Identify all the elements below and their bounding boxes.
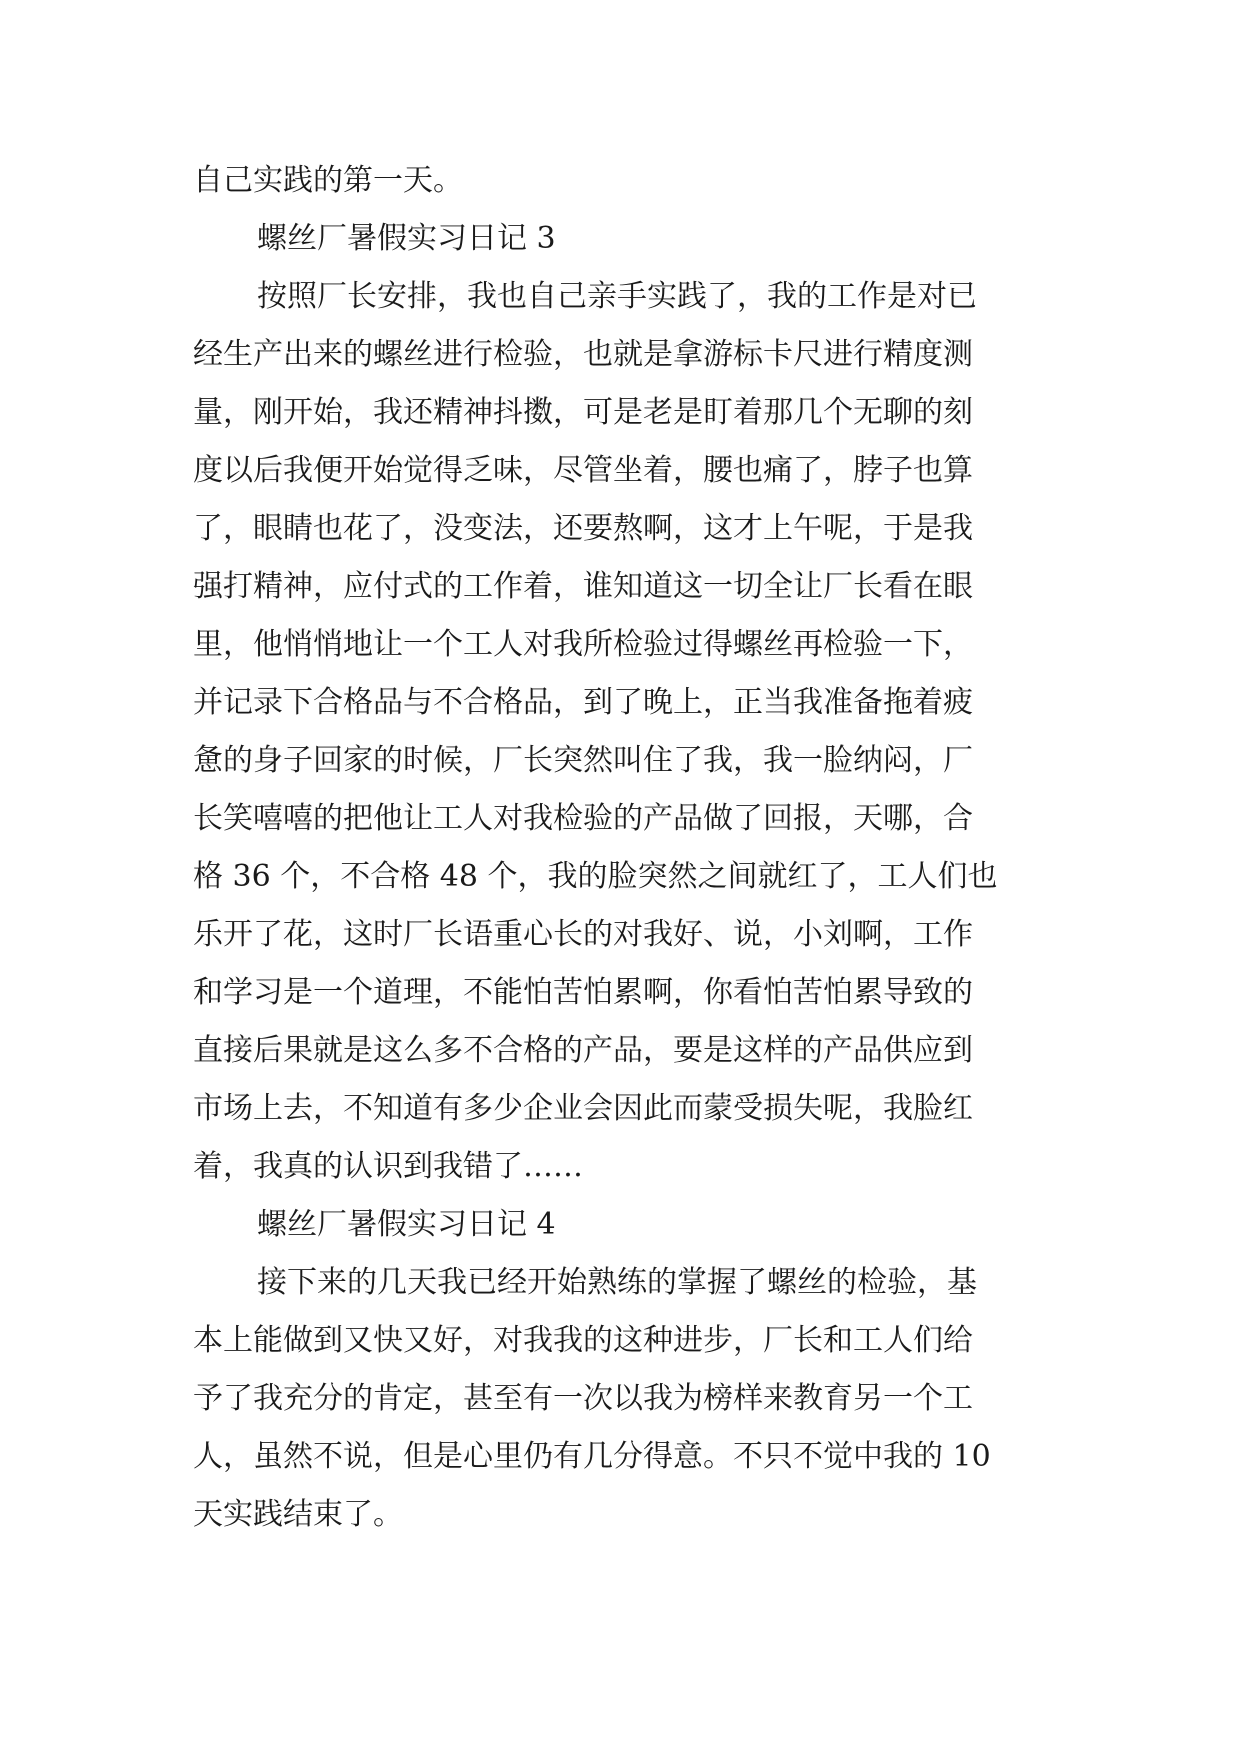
paragraph-line: 着，我真的认识到我错了…… bbox=[193, 1149, 583, 1184]
paragraph-line: 天实践结束了。 bbox=[193, 1497, 403, 1532]
paragraph-line: 里，他悄悄地让一个工人对我所检验过得螺丝再检验一下， bbox=[193, 627, 973, 662]
paragraph-line: 乐开了花，这时厂长语重心长的对我好、说，小刘啊，工作 bbox=[193, 917, 973, 952]
document-body bbox=[193, 152, 1057, 1544]
paragraph-line: 长笑嘻嘻的把他让工人对我检验的产品做了回报，天哪，合 bbox=[193, 801, 973, 836]
paragraph-line: 予了我充分的肯定，甚至有一次以我为榜样来教育另一个工 bbox=[193, 1381, 973, 1416]
paragraph-line: 接下来的几天我已经开始熟练的掌握了螺丝的检验，基 bbox=[257, 1265, 977, 1300]
paragraph-line: 人，虽然不说，但是心里仍有几分得意。不只不觉中我的 10 bbox=[193, 1439, 991, 1474]
paragraph-line: 格 36 个，不合格 48 个，我的脸突然之间就红了，工人们也 bbox=[193, 859, 998, 894]
paragraph-line: 经生产出来的螺丝进行检验，也就是拿游标卡尺进行精度测 bbox=[193, 337, 973, 372]
paragraph-line: 并记录下合格品与不合格品，到了晚上，正当我准备拖着疲 bbox=[193, 685, 973, 720]
paragraph-line: 本上能做到又快又好，对我我的这种进步，厂长和工人们给 bbox=[193, 1323, 973, 1358]
paragraph-line: 市场上去，不知道有多少企业会因此而蒙受损失呢，我脸红 bbox=[193, 1091, 973, 1126]
paragraph-line: 按照厂长安排，我也自己亲手实践了，我的工作是对已 bbox=[257, 279, 977, 314]
paragraph-line: 直接后果就是这么多不合格的产品，要是这样的产品供应到 bbox=[193, 1033, 973, 1068]
paragraph-line: 惫的身子回家的时候，厂长突然叫住了我，我一脸纳闷，厂 bbox=[193, 743, 973, 778]
paragraph-line: 度以后我便开始觉得乏味，尽管坐着，腰也痛了，脖子也算 bbox=[193, 453, 973, 488]
paragraph-line: 和学习是一个道理，不能怕苦怕累啊，你看怕苦怕累导致的 bbox=[193, 975, 973, 1010]
paragraph-line: 了，眼睛也花了，没变法，还要熬啊，这才上午呢，于是我 bbox=[193, 511, 973, 546]
section-heading: 螺丝厂暑假实习日记 4 bbox=[257, 1207, 556, 1242]
paragraph-line: 强打精神，应付式的工作着，谁知道这一切全让厂长看在眼 bbox=[193, 569, 973, 604]
paragraph-line: 量，刚开始，我还精神抖擞，可是老是盯着那几个无聊的刻 bbox=[193, 395, 973, 430]
section-heading: 螺丝厂暑假实习日记 3 bbox=[257, 221, 556, 256]
paragraph-line: 自己实践的第一天。 bbox=[193, 163, 463, 198]
